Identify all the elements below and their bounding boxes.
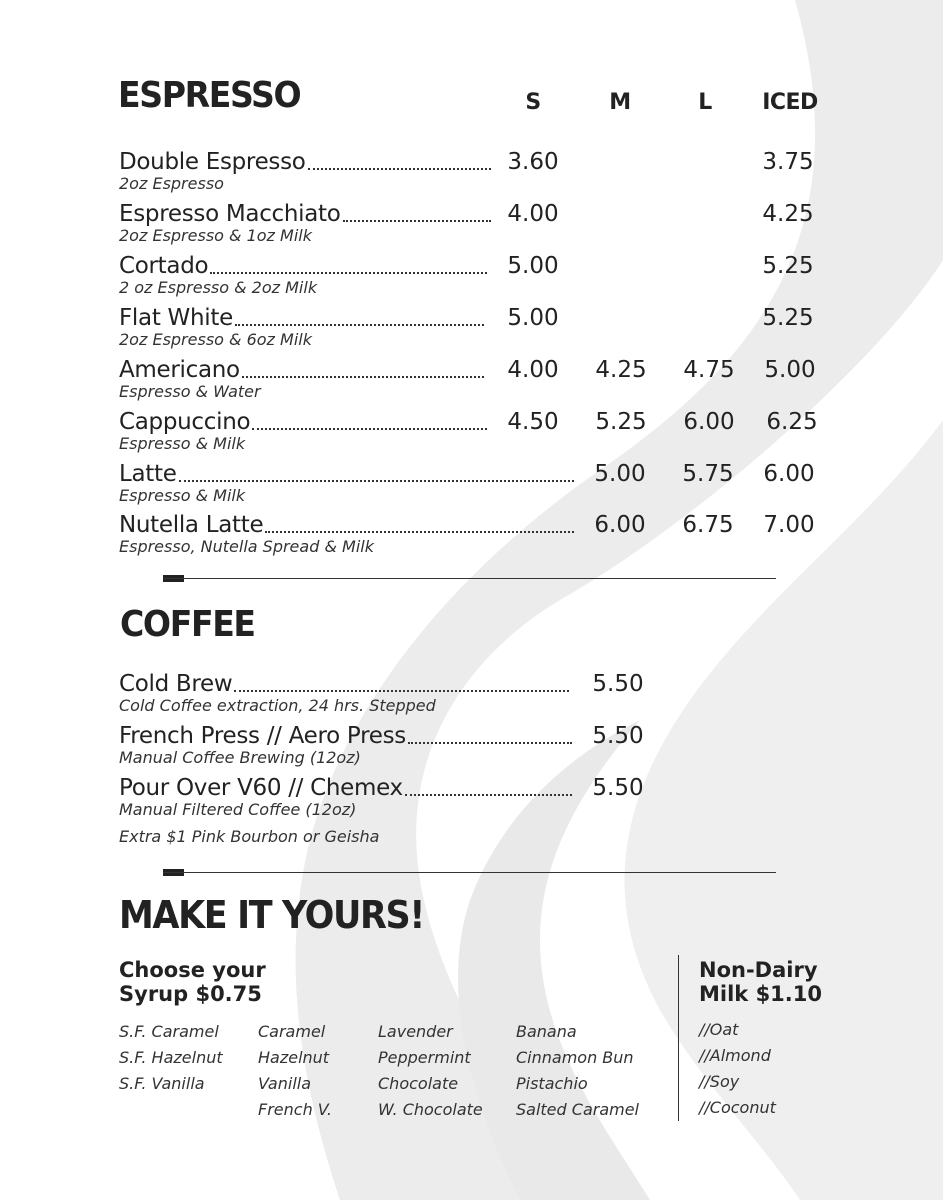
price-small: 5.00 — [507, 305, 559, 331]
menu-item-french-press-aero-press — [119, 722, 659, 767]
price: 5.50 — [592, 775, 644, 801]
column-header-medium: M — [609, 90, 631, 115]
coffee-section-title: COFFEE — [120, 604, 255, 645]
syrup-option: S.F. Hazelnut — [119, 1048, 223, 1067]
dot-leader — [242, 375, 484, 378]
item-name: Pour Over V60 // Chemex — [119, 775, 403, 801]
item-name: Cortado — [119, 253, 209, 279]
milk-option: //Soy — [699, 1072, 740, 1091]
milk-heading — [699, 958, 822, 1006]
dot-leader — [179, 479, 574, 482]
price: 5.50 — [592, 723, 644, 749]
syrup-option: Vanilla — [258, 1074, 312, 1093]
item-description: Espresso & Milk — [119, 486, 246, 505]
price-small: 5.00 — [507, 253, 559, 279]
vertical-divider — [678, 955, 679, 1121]
syrup-option: French V. — [258, 1100, 332, 1119]
milk-heading-line2: Milk $1.10 — [699, 982, 822, 1006]
item-description: Manual Coffee Brewing (12oz) — [119, 748, 361, 767]
column-header-large: L — [698, 90, 712, 115]
item-description: 2 oz Espresso & 2oz Milk — [119, 278, 318, 297]
item-description: 2oz Espresso — [119, 174, 224, 193]
menu-item-americano — [119, 356, 819, 401]
syrup-heading — [119, 958, 266, 1006]
price-medium: 6.00 — [594, 512, 646, 538]
price-iced: 6.25 — [766, 409, 818, 435]
syrup-column-specialty — [378, 1019, 483, 1123]
item-name: Flat White — [119, 305, 233, 331]
syrup-heading-line2: Syrup $0.75 — [119, 982, 262, 1006]
price-small: 3.60 — [507, 149, 559, 175]
price-iced: 5.25 — [762, 305, 814, 331]
price: 5.50 — [592, 671, 644, 697]
price-large: 4.75 — [683, 357, 735, 383]
syrup-option: Pistachio — [516, 1074, 588, 1093]
dot-leader — [343, 219, 491, 222]
syrup-option: Lavender — [378, 1022, 453, 1041]
item-description: Espresso & Water — [119, 382, 261, 401]
espresso-section-title: ESPRESSO — [118, 75, 301, 116]
syrup-option: Cinnamon Bun — [516, 1048, 634, 1067]
item-name: Nutella Latte — [119, 512, 264, 538]
syrup-heading-line1: Choose your — [119, 958, 266, 982]
price-small: 4.00 — [507, 201, 559, 227]
item-name: Latte — [119, 461, 177, 487]
menu-item-double-espresso — [119, 148, 819, 193]
syrup-option: S.F. Caramel — [119, 1022, 219, 1041]
syrup-column-sugar-free — [119, 1019, 223, 1097]
coffee-extra-note: Extra $1 Pink Bourbon or Geisha — [119, 827, 380, 846]
make-it-yours-title: MAKE IT YOURS! — [119, 893, 424, 937]
syrup-option: Hazelnut — [258, 1048, 330, 1067]
section-divider — [163, 578, 776, 579]
item-name: Double Espresso — [119, 149, 306, 175]
price-large: 6.75 — [682, 512, 734, 538]
dot-leader — [235, 323, 484, 326]
milk-option-list — [699, 1017, 776, 1121]
price-medium: 4.25 — [595, 357, 647, 383]
dot-leader — [252, 427, 487, 430]
menu-item-pour-over-chemex — [119, 774, 659, 819]
dot-leader — [234, 689, 569, 692]
price-iced: 4.25 — [762, 201, 814, 227]
item-name: Cold Brew — [119, 671, 233, 697]
item-name: Americano — [119, 357, 240, 383]
dot-leader — [308, 167, 491, 170]
price-iced: 7.00 — [763, 512, 815, 538]
menu-item-cold-brew — [119, 670, 659, 715]
price-medium: 5.00 — [594, 461, 646, 487]
syrup-option: Banana — [516, 1022, 577, 1041]
item-name: Espresso Macchiato — [119, 201, 341, 227]
syrup-option: Salted Caramel — [516, 1100, 639, 1119]
price-large: 6.00 — [683, 409, 735, 435]
price-small: 4.50 — [507, 409, 559, 435]
syrup-option: W. Chocolate — [378, 1100, 483, 1119]
syrup-option: Caramel — [258, 1022, 326, 1041]
section-divider — [163, 872, 776, 873]
price-iced: 3.75 — [762, 149, 814, 175]
dot-leader — [210, 271, 487, 274]
syrup-column-dessert — [516, 1019, 639, 1123]
menu-item-cortado — [119, 252, 819, 297]
menu-item-latte — [119, 460, 819, 505]
price-iced: 6.00 — [763, 461, 815, 487]
syrup-option: S.F. Vanilla — [119, 1074, 205, 1093]
dot-leader — [405, 793, 572, 796]
item-name: French Press // Aero Press — [119, 723, 406, 749]
item-description: Espresso & Milk — [119, 434, 246, 453]
menu-item-cappuccino — [119, 408, 819, 453]
price-medium: 5.25 — [595, 409, 647, 435]
dot-leader — [408, 741, 572, 744]
column-header-small: S — [525, 90, 541, 115]
milk-option: //Almond — [699, 1046, 771, 1065]
syrup-column-classic — [258, 1019, 332, 1123]
milk-option: //Oat — [699, 1020, 739, 1039]
item-name: Cappuccino — [119, 409, 251, 435]
dot-leader — [265, 530, 574, 533]
price-large: 5.75 — [682, 461, 734, 487]
syrup-option: Chocolate — [378, 1074, 459, 1093]
syrup-option: Peppermint — [378, 1048, 471, 1067]
menu-item-nutella-latte — [119, 511, 819, 556]
item-description: 2oz Espresso & 6oz Milk — [119, 330, 312, 349]
menu-item-espresso-macchiato — [119, 200, 819, 245]
price-iced: 5.25 — [762, 253, 814, 279]
milk-option: //Coconut — [699, 1098, 776, 1117]
milk-heading-line1: Non-Dairy — [699, 958, 818, 982]
price-small: 4.00 — [507, 357, 559, 383]
column-header-iced: ICED — [762, 90, 818, 115]
price-iced: 5.00 — [764, 357, 816, 383]
menu-item-flat-white — [119, 304, 819, 349]
item-description: Manual Filtered Coffee (12oz) — [119, 800, 357, 819]
item-description: 2oz Espresso & 1oz Milk — [119, 226, 312, 245]
item-description: Espresso, Nutella Spread & Milk — [119, 537, 374, 556]
item-description: Cold Coffee extraction, 24 hrs. Stepped — [119, 696, 436, 715]
